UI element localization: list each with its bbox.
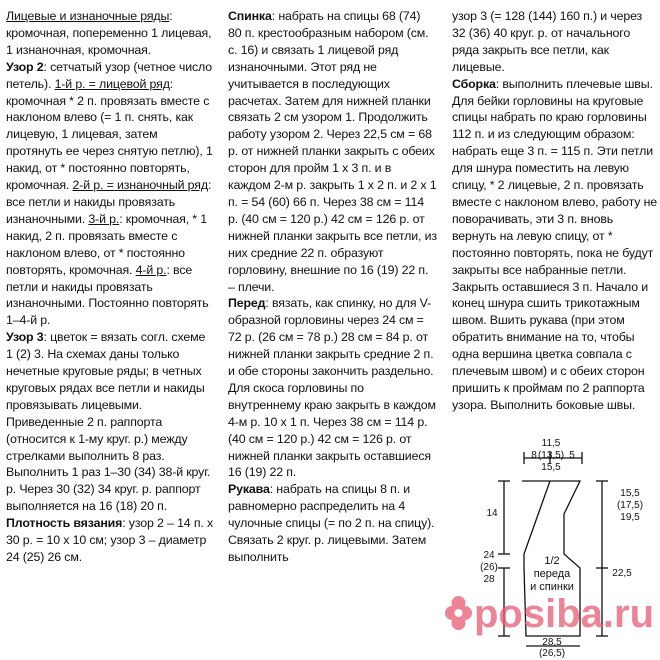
- paragraph-pattern-3: [6, 329, 214, 515]
- text-column-1: [6, 8, 214, 566]
- heading-assembly: Сборка: [452, 76, 496, 91]
- row-3-label: 3-й р.: [88, 211, 120, 226]
- side-label-3: 28: [483, 574, 495, 585]
- text-continuation: узор 3 (= 128 (144) 160 п.) и через 32 (36) 40 круг. р. от начального ряда закрыть все петли, как лицевые.: [452, 9, 643, 74]
- heading-pattern-2: Узор 2: [6, 59, 44, 74]
- body-height-label: 22,5: [612, 568, 632, 579]
- text-pattern-2-a: : сетчатый узор (четное число петель).: [6, 59, 213, 91]
- heading-gauge: Плотность вязания: [6, 516, 123, 531]
- text-pattern-2-d: : кромочная, * 1 накид, 2 п. провязать вместе с наклоном влево, от * постоянно повторять, кромочная.: [6, 211, 207, 277]
- row-1-label: 1-й р. = лицевой ряд: [54, 76, 170, 91]
- heading-back: Спинка: [228, 9, 272, 23]
- text-column-2: [228, 8, 437, 566]
- text-gauge: : узор 2 – 14 п. х 30 р. = 10 х 10 см; узор 3 – диаметр 24 (25) 26 см.: [6, 516, 214, 564]
- piece-label-3: и спинки: [530, 581, 574, 593]
- text-pattern-2-c: : все петли и накиды провязать изнаночными.: [6, 178, 212, 226]
- bottom-label-1: 28,5: [542, 637, 562, 648]
- armhole-label-1: 15,5: [620, 488, 640, 499]
- row-4-label: 4-й р.: [135, 262, 167, 277]
- heading-sleeves: Рукава: [228, 482, 270, 497]
- text-column-3: [452, 8, 658, 414]
- row-2-label: 2-й р. = изнаночный ряд: [72, 178, 208, 193]
- left-shoulder-label: 8: [531, 450, 537, 461]
- text-pattern-2-e: : все петли и накиды провязать изнаночными. Постоянно повторять 1–4-й р.: [6, 262, 209, 328]
- text-back: : набрать на спицы 68 (74) 80 п. крестообразным набором (см. с. 16) и связать 1 лицевой ряд изнаночными. Этот ряд не учитывается в последующих расчетах. Затем для нижней планки связать 2 см узором 1. Продолжить работу узором 2. Через 22,5 см = 68 р. от нижней планки закрыть с обеих сторон для пройм 1 х 3 п. и в каждом 2-м р. закрыть 1 х 2 п. и 2 х 1 п. = 54 (60) 66 п. Через 38 см = 114 р. (40 см = 120 р.) 42 см = 126 р. от нижней планки закрыть все петли, из них средние 22 п. образуют горловину, внешние по 16 (19) 22 п. – плечи.: [228, 9, 437, 294]
- top-width-label-3: 15,5: [541, 462, 561, 473]
- piece-label-1: 1/2: [544, 555, 560, 567]
- piece-label-2: переда: [533, 568, 571, 580]
- paragraph-knit-purl: [6, 8, 214, 59]
- text-pattern-2-b: : кромочная * 2 п. провязать вместе с наклоном влево (= 1 п. снять, как лицевую, 1 лицевая, затем протянуть ее через снятую петлю), 1 накид, от * постоянно повторять, кромочная.: [6, 76, 213, 193]
- text-sleeves: : набрать на спицы 8 п. и равномерно распределить на 4 чулочные спицы (= по 2 п. на спицу). Связать 2 круг. р. лицевыми. Затем выполнить: [228, 482, 435, 564]
- paragraph-continuation: [452, 8, 658, 76]
- paragraph-assembly: [452, 76, 658, 414]
- neck-depth-label: 14: [486, 508, 498, 519]
- right-shoulder-label: 5: [569, 450, 575, 461]
- paragraph-sleeves: [228, 481, 437, 566]
- paragraph-pattern-2: [6, 59, 214, 330]
- text-front: : вязать, как спинку, но для V-образной горловины через 24 см = 72 р. (26 см = 78 р.) 28 см = 84 р. от нижней планки закрыть средние 2 п. и обе стороны закончить раздельно. Для скоса горловины по внутреннему краю закрыть в каждом 4-м р. 10 х 1 п. Через 38 см = 114 р. (40 см = 120 р.) 42 см = 126 р. от нижней планки закрыть оставшиеся 16 (19) 22 п.: [228, 296, 436, 480]
- watermark-flower-icon: [445, 596, 472, 630]
- top-width-label-2: (13,5): [537, 450, 565, 461]
- heading-knit-purl: Лицевые и изнаночные ряды: [6, 9, 170, 23]
- armhole-label-3: 19,5: [620, 512, 640, 523]
- heading-pattern-3: Узор 3: [6, 330, 44, 345]
- watermark: [432, 585, 660, 645]
- heading-front: Перед: [228, 296, 266, 311]
- bottom-label-2: (26,5): [538, 648, 566, 658]
- watermark-text: posiba.ru: [474, 592, 655, 636]
- side-label-2: (26): [480, 562, 498, 573]
- text-pattern-3: : цветок = вязать согл. схеме 1 (2) 3. На схемах даны только нечетные круговые ряды; в четных круговых рядах все петли и накиды провязывать лицевыми. Приведенные 2 п. раппорта (относится к 1-му круг. р.) между стрелками выполнить 8 раз. Выполнить 1 раз 1–30 (34) 38-й круг. р. Через 30 (32) 34 круг. р. раппорт выполняется на 16 (18) 20 п.: [6, 330, 211, 514]
- paragraph-front: [228, 295, 437, 481]
- side-label-1: 24: [483, 550, 495, 561]
- text-assembly: : выполнить плечевые швы. Для бейки горловины на круговые спицы набрать по краю горловины 112 п. и из следующим образом: набрать еще 3 п. = 115 п. Эти петли для шнура поместить на левую спицу, * 2 лицевые, 2 п. провязать вместе с наклоном влево, работу не поворачивать, эти 3 п. вновь вернуть на левую спицу, от * постоянно повторять, пока не будут закрыты все набранные петли. Закрыть оставшиеся 3 п. Начало и конец шнура сшить трикотажным швом. Вшить рукава (при этом обратить внимание на то, чтобы одна вершина цветка совпала с плечевым швом) и с обеих сторон пришить к проймам по 2 раппорта узора. Выполнить боковые швы.: [452, 76, 658, 412]
- top-width-label: 11,5: [541, 438, 561, 449]
- paragraph-gauge: [6, 515, 214, 566]
- paragraph-back: [228, 8, 437, 295]
- text-knit-purl: : кромочная, попеременно 1 лицевая, 1 изнаночная, кромочная.: [6, 9, 212, 57]
- armhole-label-2: (17,5): [616, 500, 644, 511]
